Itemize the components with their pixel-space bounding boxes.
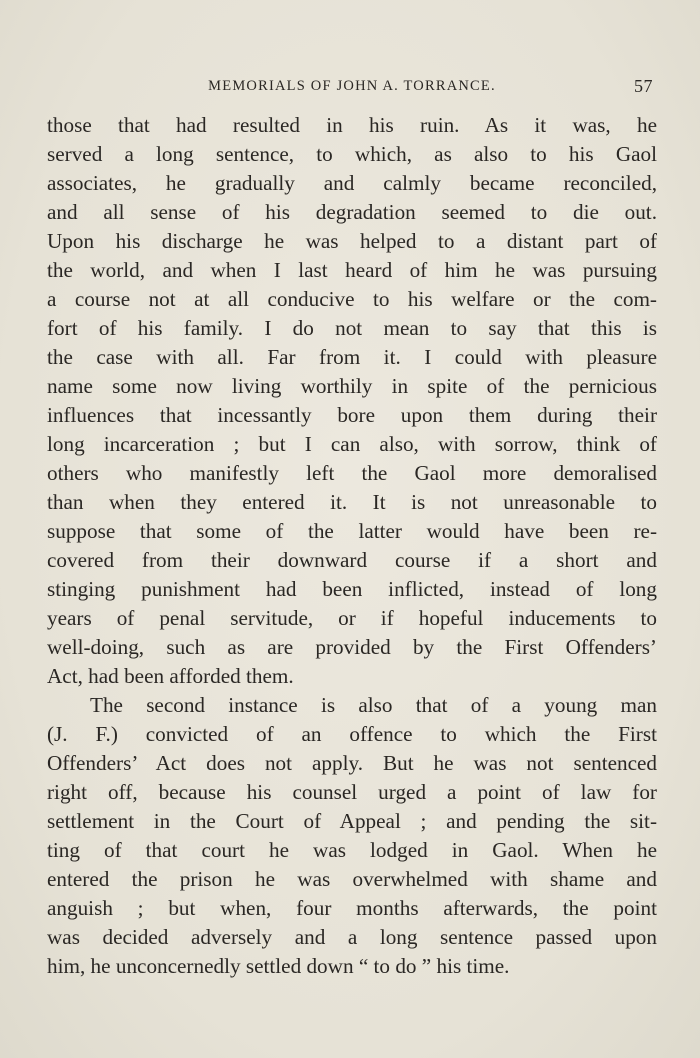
text-line: Upon his discharge he was helped to a distant part of: [47, 229, 657, 253]
text-line: and all sense of his degradation seemed to die out.: [47, 200, 657, 224]
text-line: stinging punishment had been inflicted, instead of long: [47, 577, 657, 601]
text-line: right off, because his counsel urged a point of law for: [47, 780, 657, 804]
page-number: 57: [634, 76, 653, 96]
text-line: influences that incessantly bore upon them during their: [47, 403, 657, 427]
text-line: long incarceration ; but I can also, with sorrow, think of: [47, 432, 657, 456]
text-line: The second instance is also that of a young man: [90, 693, 657, 717]
paragraph-2: [47, 691, 657, 981]
text-line: covered from their downward course if a short and: [47, 548, 657, 572]
text-line: settlement in the Court of Appeal ; and pending the sit-: [47, 809, 657, 833]
text-line: name some now living worthily in spite of the pernicious: [47, 374, 657, 398]
text-line: Act, had been afforded them.: [47, 664, 294, 688]
paragraph-1: [47, 111, 657, 691]
text-line: the world, and when I last heard of him he was pursuing: [47, 258, 657, 282]
body-text: [47, 111, 657, 981]
text-line: entered the prison he was overwhelmed with shame and: [47, 867, 657, 891]
text-line: those that had resulted in his ruin. As it was, he: [47, 113, 657, 137]
text-line: was decided adversely and a long sentence passed upon: [47, 925, 657, 949]
text-line: served a long sentence, to which, as also to his Gaol: [47, 142, 657, 166]
text-line: (J. F.) convicted of an offence to which the First: [47, 722, 657, 746]
running-head: [47, 76, 657, 98]
text-line: a course not at all conducive to his welfare or the com-: [47, 287, 657, 311]
text-line: anguish ; but when, four months afterwards, the point: [47, 896, 657, 920]
text-line: suppose that some of the latter would have been re-: [47, 519, 657, 543]
text-line: than when they entered it. It is not unreasonable to: [47, 490, 657, 514]
text-line: Offenders’ Act does not apply. But he was not sentenced: [47, 751, 657, 775]
text-line: ting of that court he was lodged in Gaol. When he: [47, 838, 657, 862]
text-line: well-doing, such as are provided by the First Offenders’: [47, 635, 657, 659]
text-line: associates, he gradually and calmly became reconciled,: [47, 171, 657, 195]
text-line: fort of his family. I do not mean to say that this is: [47, 316, 657, 340]
text-line: years of penal servitude, or if hopeful inducements to: [47, 606, 657, 630]
text-line: others who manifestly left the Gaol more demoralised: [47, 461, 657, 485]
running-title: MEMORIALS OF JOHN A. TORRANCE.: [208, 78, 496, 94]
text-line: him, he unconcernedly settled down “ to do ” his time.: [47, 954, 510, 978]
text-line: the case with all. Far from it. I could with pleasure: [47, 345, 657, 369]
